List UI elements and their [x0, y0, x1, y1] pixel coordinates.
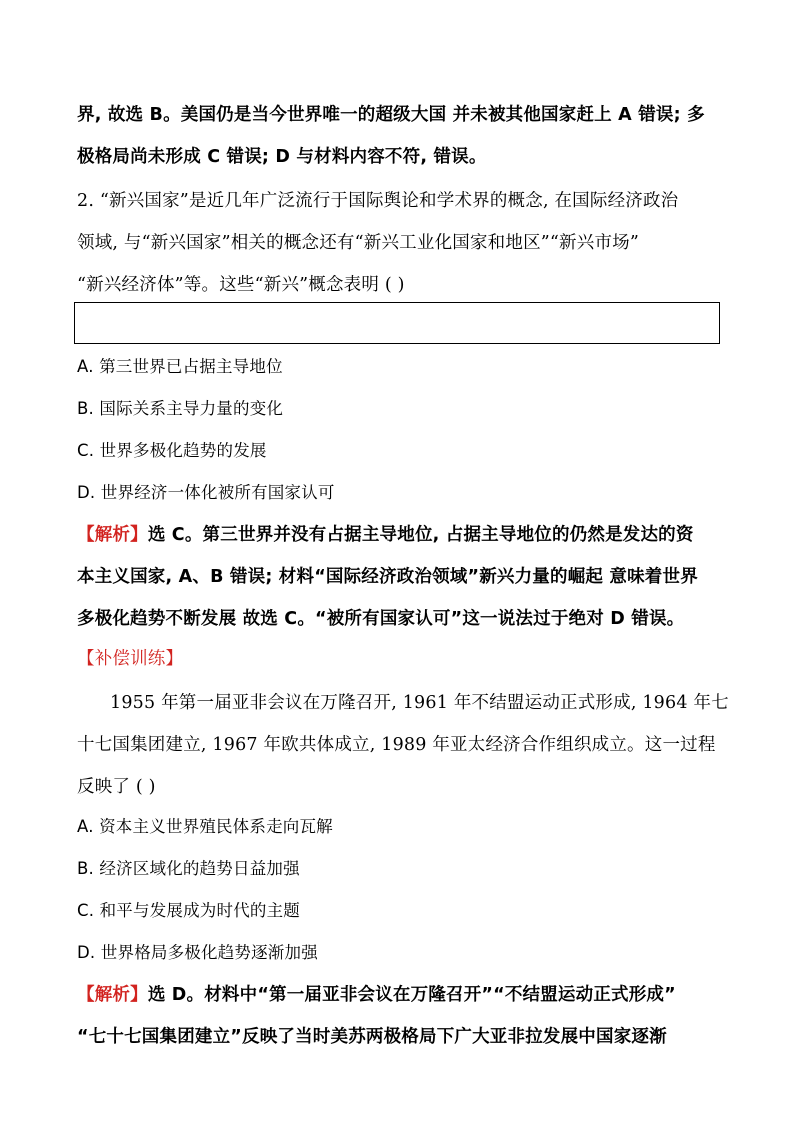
compensation-option-b: B. 经济区域化的趋势日益加强	[77, 859, 300, 878]
analysis-label: 【解析】	[77, 985, 148, 1005]
question-2-option-c: C. 世界多极化趋势的发展	[77, 441, 267, 460]
question-2-analysis-line-3: 多极化趋势不断发展 故选 C。“被所有国家认可”这一说法过于绝对 D 错误。	[77, 609, 685, 629]
compensation-question-line-1: 1955 年第一届亚非会议在万隆召开, 1961 年不结盟运动正式形成, 1964 年七	[110, 693, 729, 713]
question-2-option-d: D. 世界经济一体化被所有国家认可	[77, 483, 335, 502]
question-2-line-1: 2. “新兴国家”是近几年广泛流行于国际舆论和学术界的概念, 在国际经济政治	[77, 191, 679, 211]
compensation-analysis-line-1	[77, 980, 727, 1010]
answer-box[interactable]	[74, 302, 720, 344]
compensation-question-line-3: 反映了 ( )	[77, 777, 156, 797]
question-2-line-3: “新兴经济体”等。这些“新兴”概念表明 ( )	[77, 275, 405, 295]
compensation-option-d: D. 世界格局多极化趋势逐渐加强	[77, 943, 318, 962]
question-2-option-a: A. 第三世界已占据主导地位	[77, 357, 283, 376]
compensation-analysis-line-2: “七十七国集团建立”反映了当时美苏两极格局下广大亚非拉发展中国家逐渐	[77, 1027, 667, 1047]
prev-analysis-line-2: 极格局尚未形成 C 错误; D 与材料内容不符, 错误。	[77, 147, 487, 167]
question-2-line-2: 领域, 与“新兴国家”相关的概念还有“新兴工业化国家和地区”“新兴市场”	[77, 233, 640, 253]
compensation-option-a: A. 资本主义世界殖民体系走向瓦解	[77, 817, 333, 836]
analysis-text: 选 C。第三世界并没有占据主导地位, 占据主导地位的仍然是发达的资	[147, 525, 694, 545]
compensation-option-c: C. 和平与发展成为时代的主题	[77, 901, 301, 920]
compensation-question-line-2: 十七国集团建立, 1967 年欧共体成立, 1989 年亚太经济合作组织成立。这一过程	[77, 735, 716, 755]
question-2-analysis-line-2: 本主义国家, A、B 错误; 材料“国际经济政治领域”新兴力量的崛起 意味着世界	[77, 567, 698, 587]
analysis-text: 选 D。材料中“第一届亚非会议在万隆召开”“不结盟运动正式形成”	[147, 985, 676, 1005]
analysis-label: 【解析】	[77, 525, 148, 545]
compensation-training-label: 【补偿训练】	[77, 649, 184, 669]
question-2-option-b: B. 国际关系主导力量的变化	[77, 399, 284, 418]
question-2-analysis-line-1	[77, 520, 727, 550]
prev-analysis-line-1: 界, 故选 B。美国仍是当今世界唯一的超级大国 并未被其他国家赶上 A 错误; 多	[77, 105, 705, 125]
